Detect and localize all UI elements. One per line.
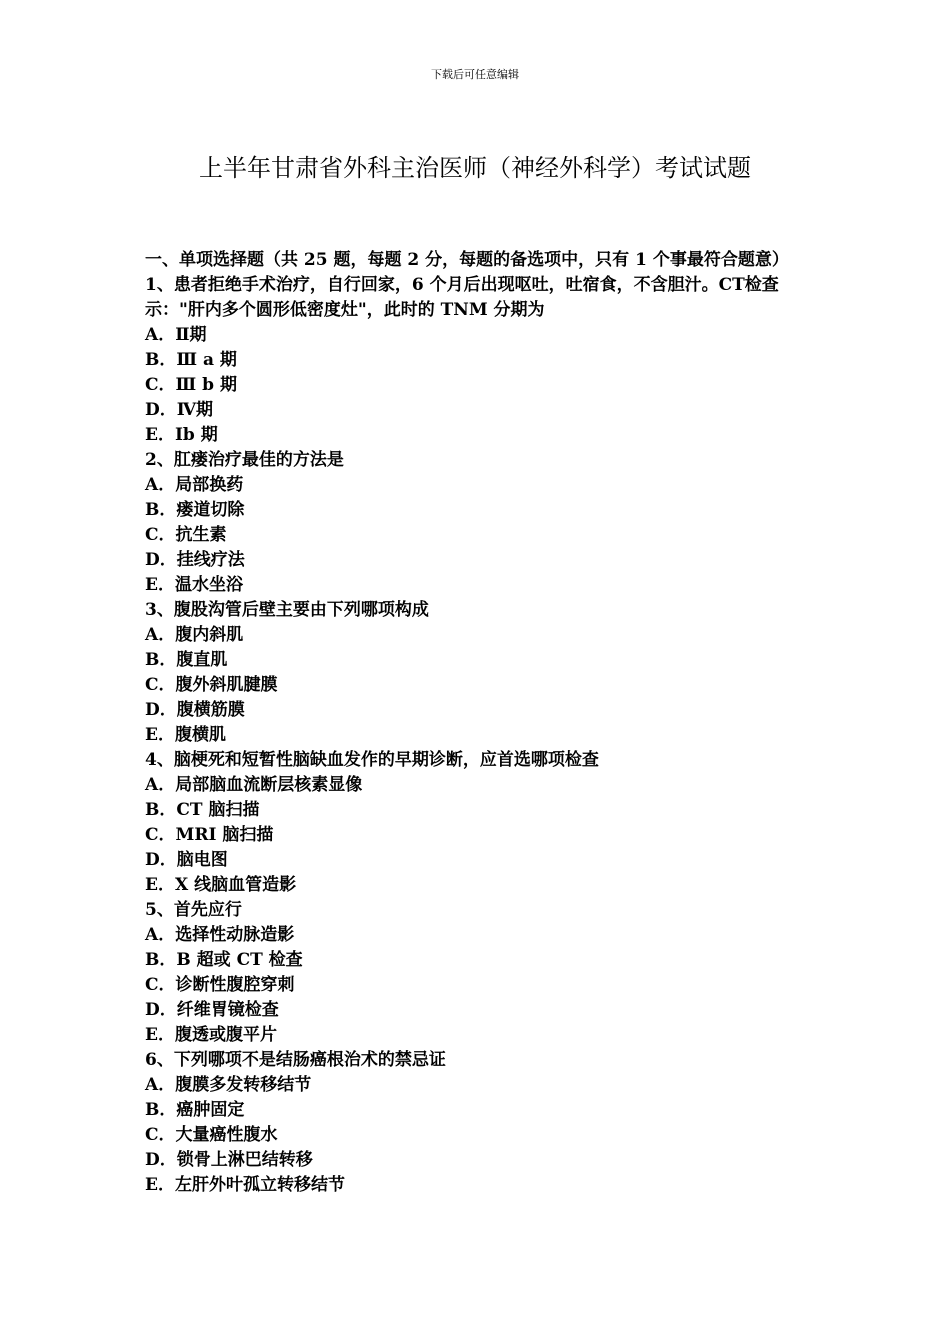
option-c: C．MRI 脑扫描 [145,825,274,845]
option-a: A．选择性动脉造影 [145,925,295,945]
document-title: 上半年甘肃省外科主治医师（神经外科学）考试试题 [199,154,751,182]
option-d: D．挂线疗法 [145,550,245,570]
option-list [145,473,810,598]
section-heading: 一、单项选择题（共 25 题，每题 2 分，每题的备选项中，只有 1 个事最符合题意） [145,250,789,270]
option-e: E．腹横肌 [145,725,226,745]
option-list [145,773,810,898]
option-e: E．腹透或腹平片 [145,1025,277,1045]
option-b: B．癌肿固定 [145,1100,245,1120]
option-a: A．局部换药 [145,475,244,495]
question-4 [145,748,810,898]
option-b: B．瘘道切除 [145,500,245,520]
question-2 [145,448,810,598]
question-6 [145,1048,810,1198]
option-c: C．抗生素 [145,525,227,545]
question-text: 4、脑梗死和短暂性脑缺血发作的早期诊断，应首选哪项检查 [145,750,599,770]
question-5 [145,898,810,1048]
option-b: B．Ⅲ a 期 [145,350,237,370]
option-d: D．纤维胃镜检查 [145,1000,279,1020]
question-1 [145,273,810,448]
option-b: B．CT 脑扫描 [145,800,260,820]
option-c: C．腹外斜肌腱膜 [145,675,278,695]
option-b: B．B 超或 CT 检查 [145,950,303,970]
option-d: D．脑电图 [145,850,228,870]
option-e: E．温水坐浴 [145,575,243,595]
option-a: A．Ⅱ期 [145,325,207,345]
question-text: 6、下列哪项不是结肠癌根治术的禁忌证 [145,1050,446,1070]
question-text: 5、首先应行 [145,900,242,920]
exam-content [145,248,810,1198]
option-list [145,323,810,448]
option-e: E．左肝外叶孤立转移结节 [145,1175,345,1195]
option-a: A．腹内斜肌 [145,625,244,645]
question-text: 3、腹股沟管后壁主要由下列哪项构成 [145,600,429,620]
question-3 [145,598,810,748]
option-a: A．局部脑血流断层核素显像 [145,775,363,795]
option-list [145,923,810,1048]
option-list [145,623,810,748]
option-c: C．诊断性腹腔穿刺 [145,975,295,995]
option-d: D．Ⅳ期 [145,400,214,420]
option-e: E．X 线脑血管造影 [145,875,297,895]
option-c: C．大量癌性腹水 [145,1125,278,1145]
option-d: D．锁骨上淋巴结转移 [145,1150,313,1170]
option-a: A．腹膜多发转移结节 [145,1075,312,1095]
question-text: 2、肛瘘治疗最佳的方法是 [145,450,344,470]
header-note: 下载后可任意编辑 [431,68,519,81]
question-text: 1、患者拒绝手术治疗，自行回家，6 个月后出现呕吐，吐宿食，不含胆汁。CT检查示："肝内多个圆形低密度灶"，此时的 TNM 分期为 [145,275,779,320]
option-b: B．腹直肌 [145,650,228,670]
option-d: D．腹横筋膜 [145,700,245,720]
option-c: C．Ⅲ b 期 [145,375,237,395]
option-e: E．Ib 期 [145,425,218,445]
option-list [145,1073,810,1198]
